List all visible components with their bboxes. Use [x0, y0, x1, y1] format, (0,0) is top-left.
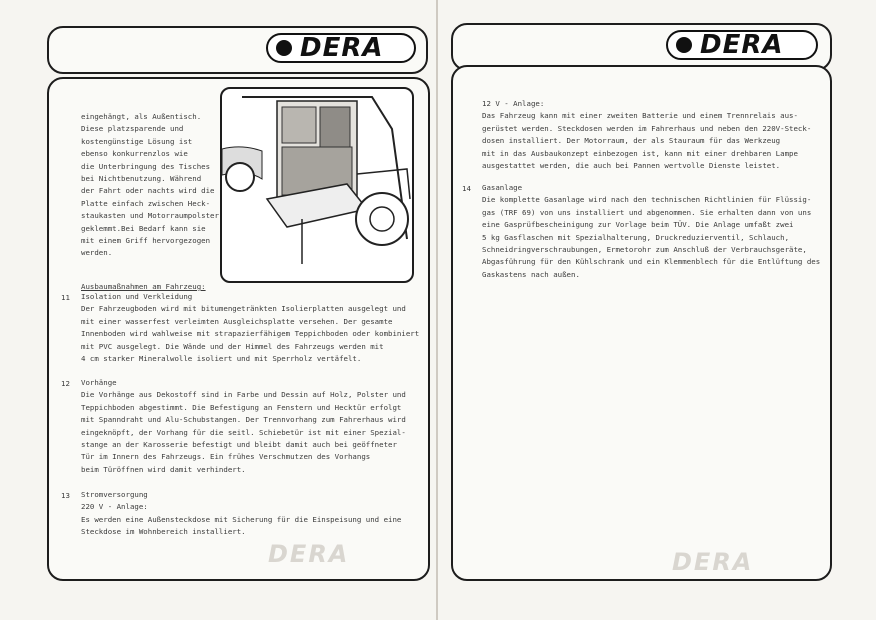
- text-line: Das Fahrzeug kann mit einer zweiten Batterie und einem Trennrelais aus-: [482, 111, 798, 121]
- item-number: 14: [462, 184, 471, 193]
- text-line: Die Vorhänge aus Dekostoff sind in Farbe und Dessin auf Holz, Polster und: [81, 390, 406, 400]
- left-header-frame: [47, 26, 428, 74]
- text-line: geklemmt.Bei Bedarf kann sie: [81, 223, 206, 233]
- text-line: mit Spanndraht und Alu-Schubstangen. Der Trennvorhang zum Fahrerhaus wird: [81, 415, 406, 425]
- text-line: mit PVC ausgelegt. Die Wände und der Himmel des Fahrzeugs werden mit: [81, 341, 384, 351]
- brand-name: DERA: [300, 33, 384, 63]
- text-line: ebenso konkurrenzlos wie: [81, 149, 188, 159]
- right-header-frame: [451, 23, 832, 71]
- text-line: gerüstet werden. Steckdosen werden im Fahrerhaus und neben den 220V-Steck-: [482, 123, 812, 133]
- text-line: bei Nichtbenutzung. Während: [81, 174, 202, 184]
- logo-dot-icon: [276, 40, 292, 56]
- text-line: Tür im Innern des Fahrzeugs. Ein frühes Verschmutzen des Vorhangs: [81, 452, 371, 462]
- item-title: 12 V - Anlage:: [482, 99, 545, 108]
- text-line: Innenboden wird wahlweise mit strapazierfähigem Teppichboden oder kombiniert: [81, 329, 420, 339]
- text-line: Platte einfach zwischen Heck-: [81, 198, 211, 208]
- intro-text: [81, 111, 219, 260]
- text-line: Abgasführung für den Kühlschrank und ein Klemmenblech für die Entlüftung des: [482, 257, 821, 267]
- text-line: 220 V - Anlage:: [81, 502, 148, 512]
- text-line: Der Fahrzeugboden wird mit bitumengetränkten Isolierplatten ausgelegt und: [81, 304, 406, 314]
- text-line: beim Türöffnen wird damit verhindert.: [81, 464, 246, 474]
- page-fold: [436, 0, 438, 620]
- item-title: Isolation und Verkleidung: [81, 292, 193, 301]
- text-line: eingeknöpft, der Vorhang für die seitl. Schiebetür ist mit einer Spezial-: [81, 427, 406, 437]
- text-line: stange an der Karosserie befestigt und bleibt damit auch bei geöffneter: [81, 440, 397, 450]
- camper-table-illustration: [220, 87, 414, 283]
- text-line: 4 cm starker Mineralwolle isoliert und mit Sperrholz vertäfelt.: [81, 354, 362, 364]
- item-11-block: [81, 291, 419, 365]
- text-line: eingehängt, als Außentisch.: [81, 112, 202, 121]
- item-13-block: [81, 489, 401, 539]
- brand-logo: [266, 33, 416, 63]
- text-line: gas (TRF 69) von uns installiert und abgenommen. Sie erhalten dann von uns: [482, 207, 812, 217]
- text-line: mit in das Ausbaukonzept einbezogen ist, kann mit einer drehbaren Lampe: [482, 148, 798, 158]
- text-line: ausgestattet werden, die auch bei Pannen wertvolle Dienste leistet.: [482, 161, 781, 171]
- text-line: der Fahrt oder nachts wird die: [81, 186, 215, 196]
- brand-name: DERA: [700, 30, 784, 60]
- ghost-watermark-right: DERA: [672, 548, 754, 576]
- text-line: staukasten und Motorraumpolster: [81, 211, 219, 221]
- text-line: 5 kg Gasflaschen mit Spezialhalterung, Druckreduzierventil, Schlauch,: [482, 232, 790, 242]
- item-title: Gasanlage: [482, 183, 523, 192]
- item-number: 11: [61, 293, 70, 302]
- text-line: Steckdose im Wohnbereich installiert.: [81, 527, 246, 537]
- section-heading: Ausbaumaßnahmen am Fahrzeug:: [81, 282, 206, 291]
- logo-dot-icon: [676, 37, 692, 53]
- item-number: 13: [61, 491, 70, 500]
- item-title: Stromversorgung: [81, 490, 148, 499]
- text-line: Gaskastens nach außen.: [482, 269, 580, 279]
- text-line: werden.: [81, 248, 113, 258]
- item-12-block: [81, 377, 406, 476]
- ghost-watermark-left: DERA: [268, 540, 350, 568]
- text-line: Diese platzsparende und: [81, 124, 184, 134]
- text-line: dosen installiert. Der Motorraum, der als Stauraum für das Werkzeug: [482, 136, 781, 146]
- camper-rear-drawing: [222, 89, 412, 281]
- item-14-block: [482, 182, 820, 281]
- item-number: 12: [61, 379, 70, 388]
- text-line: Die komplette Gasanlage wird nach den technischen Richtlinien für Flüssig-: [482, 195, 812, 205]
- item-title: Vorhänge: [81, 378, 117, 387]
- text-line: mit einer wasserfest verleimten Ausgleichsplatte versehen. Der gesamte: [81, 316, 393, 326]
- item-12v-block: [482, 98, 811, 172]
- text-line: mit einem Griff hervorgezogen: [81, 236, 211, 246]
- brand-logo: [666, 30, 818, 60]
- text-line: die Unterbringung des Tisches: [81, 161, 211, 171]
- text-line: Teppichboden abgestimmt. Die Befestigung an Fenstern und Hecktür erfolgt: [81, 402, 402, 412]
- text-line: Es werden eine Außensteckdose mit Sicherung für die Einspeisung und eine: [81, 514, 402, 524]
- text-line: Schneidringverschraubungen, Ermetorohr zum Anschluß der Verbrauchsgeräte,: [482, 245, 807, 255]
- text-line: kostengünstige Lösung ist: [81, 136, 193, 146]
- text-line: eine Gasprüfbescheinigung zur Vorlage beim TÜV. Die Anlage umfaßt zwei: [482, 220, 794, 230]
